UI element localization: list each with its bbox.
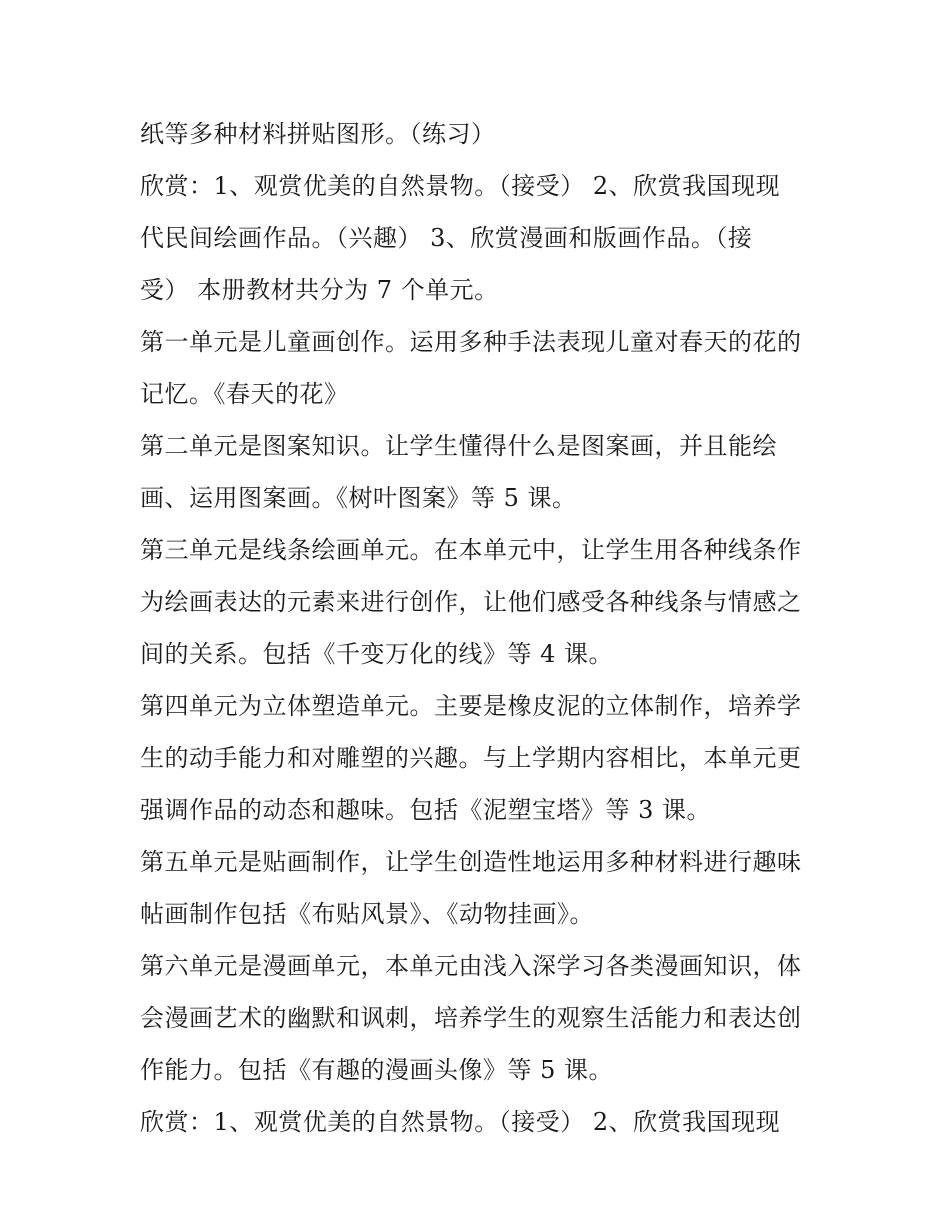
text-line: 代民间绘画作品。（兴趣） 3、欣赏漫画和版画作品。（接 <box>140 224 753 252</box>
text-line: 第五单元是贴画制作，让学生创造性地运用多种材料进行趣味 <box>140 848 802 876</box>
text-line: 记忆。《春天的花》 <box>140 380 349 408</box>
text-line: 强调作品的动态和趣味。包括《泥塑宝塔》等 3 课。 <box>140 796 712 824</box>
text-line: 纸等多种材料拼贴图形。（练习） <box>140 120 496 148</box>
text-line: 第一单元是儿童画创作。运用多种手法表现儿童对春天的花的 <box>140 328 802 356</box>
text-line: 会漫画艺术的幽默和讽刺，培养学生的观察生活能力和表达创 <box>140 1004 802 1032</box>
text-line: 作能力。包括《有趣的漫画头像》等 5 课。 <box>140 1056 614 1084</box>
text-line: 帖画制作包括《布贴风景》、《动物挂画》。 <box>140 900 594 928</box>
text-line: 第三单元是线条绘画单元。在本单元中，让学生用各种线条作 <box>140 536 802 564</box>
text-line: 为绘画表达的元素来进行创作，让他们感受各种线条与情感之 <box>140 588 802 616</box>
text-line: 第六单元是漫画单元，本单元由浅入深学习各类漫画知识，体 <box>140 952 802 980</box>
text-line: 第四单元为立体塑造单元。主要是橡皮泥的立体制作，培养学 <box>140 692 802 720</box>
text-line: 欣赏：1、观赏优美的自然景物。（接受） 2、欣赏我国现现 <box>140 1108 781 1136</box>
text-line: 间的关系。包括《千变万化的线》等 4 课。 <box>140 640 614 668</box>
text-line: 画、运用图案画。《树叶图案》等 5 课。 <box>140 484 577 512</box>
text-line: 第二单元是图案知识。让学生懂得什么是图案画，并且能绘 <box>140 432 777 460</box>
text-line: 生的动手能力和对雕塑的兴趣。与上学期内容相比，本单元更 <box>140 744 802 772</box>
text-line: 受） 本册教材共分为 7 个单元。 <box>140 276 499 304</box>
document-body <box>140 108 820 1148</box>
text-line: 欣赏：1、观赏优美的自然景物。（接受） 2、欣赏我国现现 <box>140 172 781 200</box>
